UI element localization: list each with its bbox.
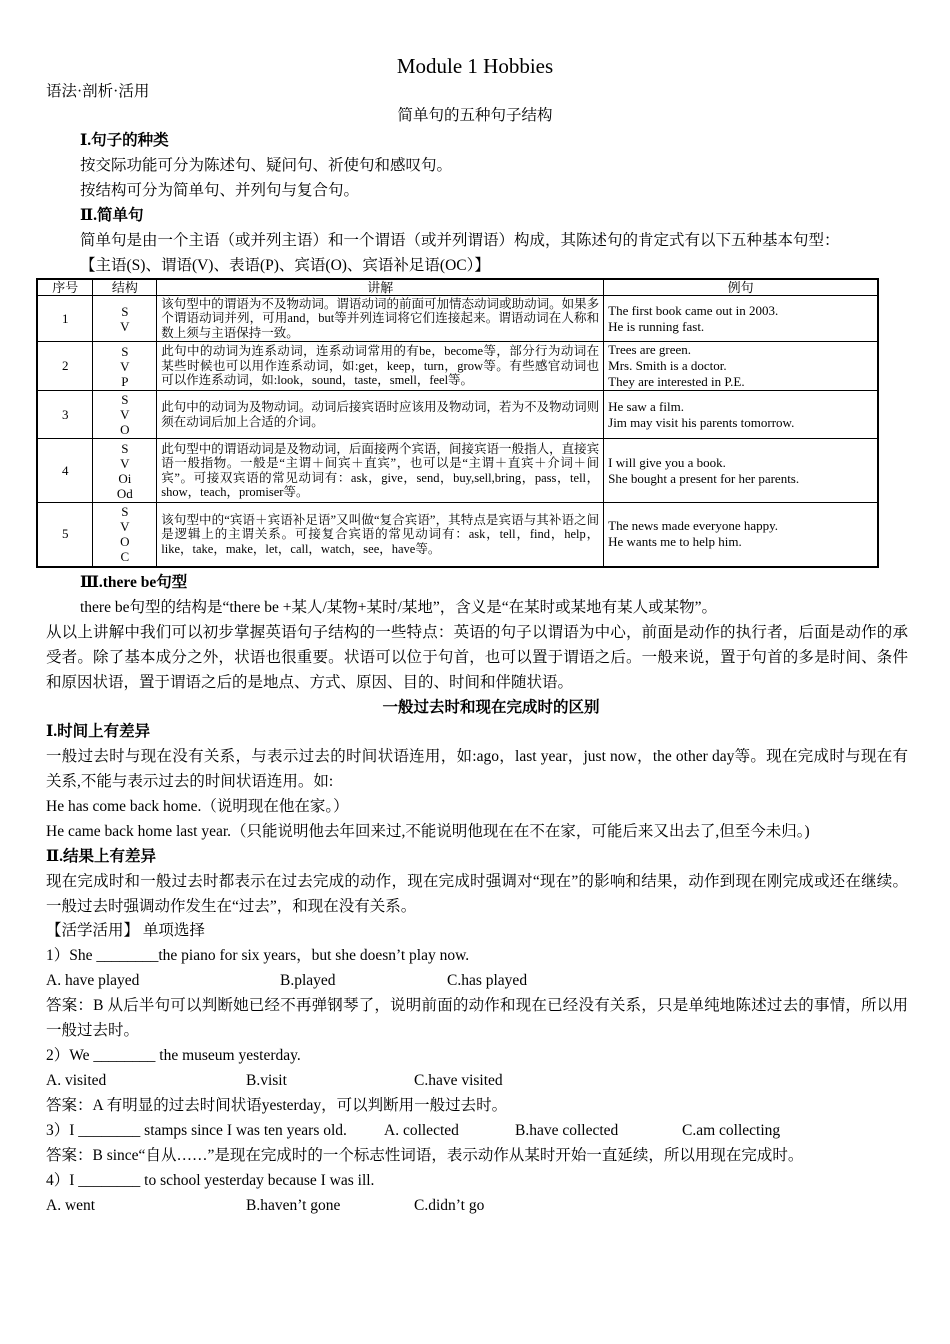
row-explanation: 该句型中的“宾语＋宾语补足语”又叫做“复合宾语”，其特点是宾语与其补语之间是逻辑上的主谓关系。可接复合宾语的常见动词有：ask，tell，find，help，like，take，make，let，call，watch，see，have等。 — [157, 503, 604, 567]
table-row — [37, 439, 878, 503]
table-row — [37, 342, 878, 391]
section2-h1: Ⅰ.时间上有差异 — [46, 723, 151, 740]
row-examples: Trees are green. Mrs. Smith is a doctor. They are interested in P.E. — [604, 342, 878, 391]
section2-p2: 现在完成时和一般过去时都表示在过去完成的动作，现在完成时强调对“现在”的影响和结果，动作到现在刚完成或还在继续。一般过去时强调动作发生在“过去”，和现在没有关系。 — [46, 873, 908, 915]
section2-title: 一般过去时和现在完成时的区别 — [382, 699, 600, 716]
row-no: 3 — [37, 391, 93, 439]
q1-answer: 答案：B 从后半句可以判断她已经不再弹钢琴了，说明前面的动作和现在已经没有关系，只是单纯地陈述过去的事情，所以用一般过去时。 — [46, 997, 908, 1039]
section2-h2: Ⅱ.结果上有差异 — [46, 848, 156, 865]
part3-summary: 从以上讲解中我们可以初步掌握英语句子结构的一些特点：英语的句子以谓语为中心，前面是动作的执行者，后面是动作的承受者。除了基本成分之外，状语也很重要。状语可以位于句首，也可以置于谓语之后。一般来说，置于句首的多是时间、条件和原因状语，置于谓语之后的是地点、方式、原因、目的、时间和伴随状语。 — [46, 624, 908, 691]
q3-option-c: C.am collecting — [682, 1122, 781, 1139]
q1-option-a: A. have played — [46, 972, 140, 989]
row-examples: The first book came out in 2003. He is running fast. — [604, 296, 878, 342]
row-no: 1 — [37, 296, 93, 342]
row-no: 2 — [37, 342, 93, 391]
row-explanation: 此句中的动词为连系动词，连系动词常用的有be，become等，部分行为动词在某些时候也可以用作连系动词，如:get，keep，turn，grow等。有些感官动词也可以作连系动词，如:look，sound，taste，smell，feel等。 — [157, 342, 604, 391]
q4-stem: 4）I ________ to school yesterday because I was ill. — [46, 1172, 375, 1189]
header-example: 例句 — [604, 279, 878, 296]
row-explanation: 此句型中的谓语动词是及物动词，后面接两个宾语，间接宾语一般指人，直接宾语一般指物。一般是“主谓＋间宾＋直宾”，也可以是“主谓＋直宾＋介词＋间宾”。可接双宾语的常见动词有：ask，give，send，buy,sell,bring，pass，tell，show，teach，promiser等。 — [157, 439, 604, 503]
section-title: 简单句的五种句子结构 — [397, 107, 553, 124]
exercise-label: 【活学活用】 单项选择 — [46, 922, 205, 939]
row-structure: S V — [93, 296, 157, 342]
part3-line1: there be句型的结构是“there be +某人/某物+某时/某地”，含义是“在某时或某地有某人或某物”。 — [80, 599, 717, 616]
table-row — [37, 391, 878, 439]
q2-option-a: A. visited — [46, 1072, 107, 1089]
row-no: 5 — [37, 503, 93, 567]
row-structure: S V O C — [93, 503, 157, 567]
q1-stem: 1）She ________the piano for six years，but she doesn’t play now. — [46, 947, 470, 964]
part1-heading: Ⅰ.句子的种类 — [80, 132, 169, 149]
row-structure: S V Oi Od — [93, 439, 157, 503]
table-row — [37, 503, 878, 567]
row-structure: S V P — [93, 342, 157, 391]
q4-option-a: A. went — [46, 1197, 96, 1214]
header-explanation: 讲解 — [157, 279, 604, 296]
header-structure: 结构 — [93, 279, 157, 296]
row-structure: S V O — [93, 391, 157, 439]
row-explanation: 此句中的动词为及物动词。动词后接宾语时应该用及物动词，若为不及物动词则须在动词后加上合适的介词。 — [157, 391, 604, 439]
row-no: 4 — [37, 439, 93, 503]
q2-answer: 答案：A 有明显的过去时间状语yesterday，可以判断用一般过去时。 — [46, 1097, 508, 1114]
q1-option-b: B.played — [280, 972, 336, 989]
part2-heading: Ⅱ.简单句 — [80, 207, 144, 224]
subtitle-tag: 语法·剖析·活用 — [46, 83, 150, 100]
q3-answer: 答案：B since“自从……”是现在完成时的一个标志性词语，表示动作从某时开始一直延续，所以用现在完成时。 — [46, 1147, 804, 1164]
q1-option-c: C.has played — [447, 972, 528, 989]
q4-option-b: B.haven’t gone — [246, 1197, 341, 1214]
part3-heading: Ⅲ.there be句型 — [80, 574, 188, 591]
q2-option-b: B.visit — [246, 1072, 287, 1089]
q3-option-b: B.have collected — [515, 1122, 619, 1139]
table-row — [37, 296, 878, 342]
part1-line1: 按交际功能可分为陈述句、疑问句、祈使句和感叹句。 — [80, 157, 453, 174]
row-explanation: 该句型中的谓语为不及物动词。谓语动词的前面可加情态动词或助动词。如果多个谓语动词并列，可用and，but等并列连词将它们连接起来。谓语动词在人称和数上须与主语保持一致。 — [157, 296, 604, 342]
q3-stem: 3）I ________ stamps since I was ten years old. — [46, 1122, 347, 1139]
q2-option-c: C.have visited — [414, 1072, 503, 1089]
section2-ex1: He has come back home.（说明现在他在家。） — [46, 798, 349, 815]
table-header-row — [37, 279, 878, 296]
section2-p1: 一般过去时与现在没有关系，与表示过去的时间状语连用，如:ago，last year，just now，the other day等。现在完成时与现在有关系,不能与表示过去的时间状语连用。如: — [46, 748, 908, 790]
q4-option-c: C.didn’t go — [414, 1197, 485, 1214]
q2-stem: 2）We ________ the museum yesterday. — [46, 1047, 301, 1064]
row-examples: The news made everyone happy. He wants me to help him. — [604, 503, 878, 567]
sentence-pattern-table — [36, 278, 879, 568]
header-no: 序号 — [37, 279, 93, 296]
row-examples: He saw a film. Jim may visit his parents tomorrow. — [604, 391, 878, 439]
part2-line1: 简单句是由一个主语（或并列主语）和一个谓语（或并列谓语）构成，其陈述句的肯定式有以下五种基本句型： — [80, 232, 840, 249]
row-examples: I will give you a book. She bought a present for her parents. — [604, 439, 878, 503]
part2-line2: 【主语(S)、谓语(V)、表语(P)、宾语(O)、宾语补足语(OC）】 — [80, 257, 490, 274]
page-title: Module 1 Hobbies — [396, 54, 554, 78]
q3-option-a: A. collected — [384, 1122, 459, 1139]
part1-line2: 按结构可分为简单句、并列句与复合句。 — [80, 182, 360, 199]
section2-ex2: He came back home last year.（只能说明他去年回来过,不能说明他现在在不在家，可能后来又出去了,但至今未归。) — [46, 823, 810, 840]
